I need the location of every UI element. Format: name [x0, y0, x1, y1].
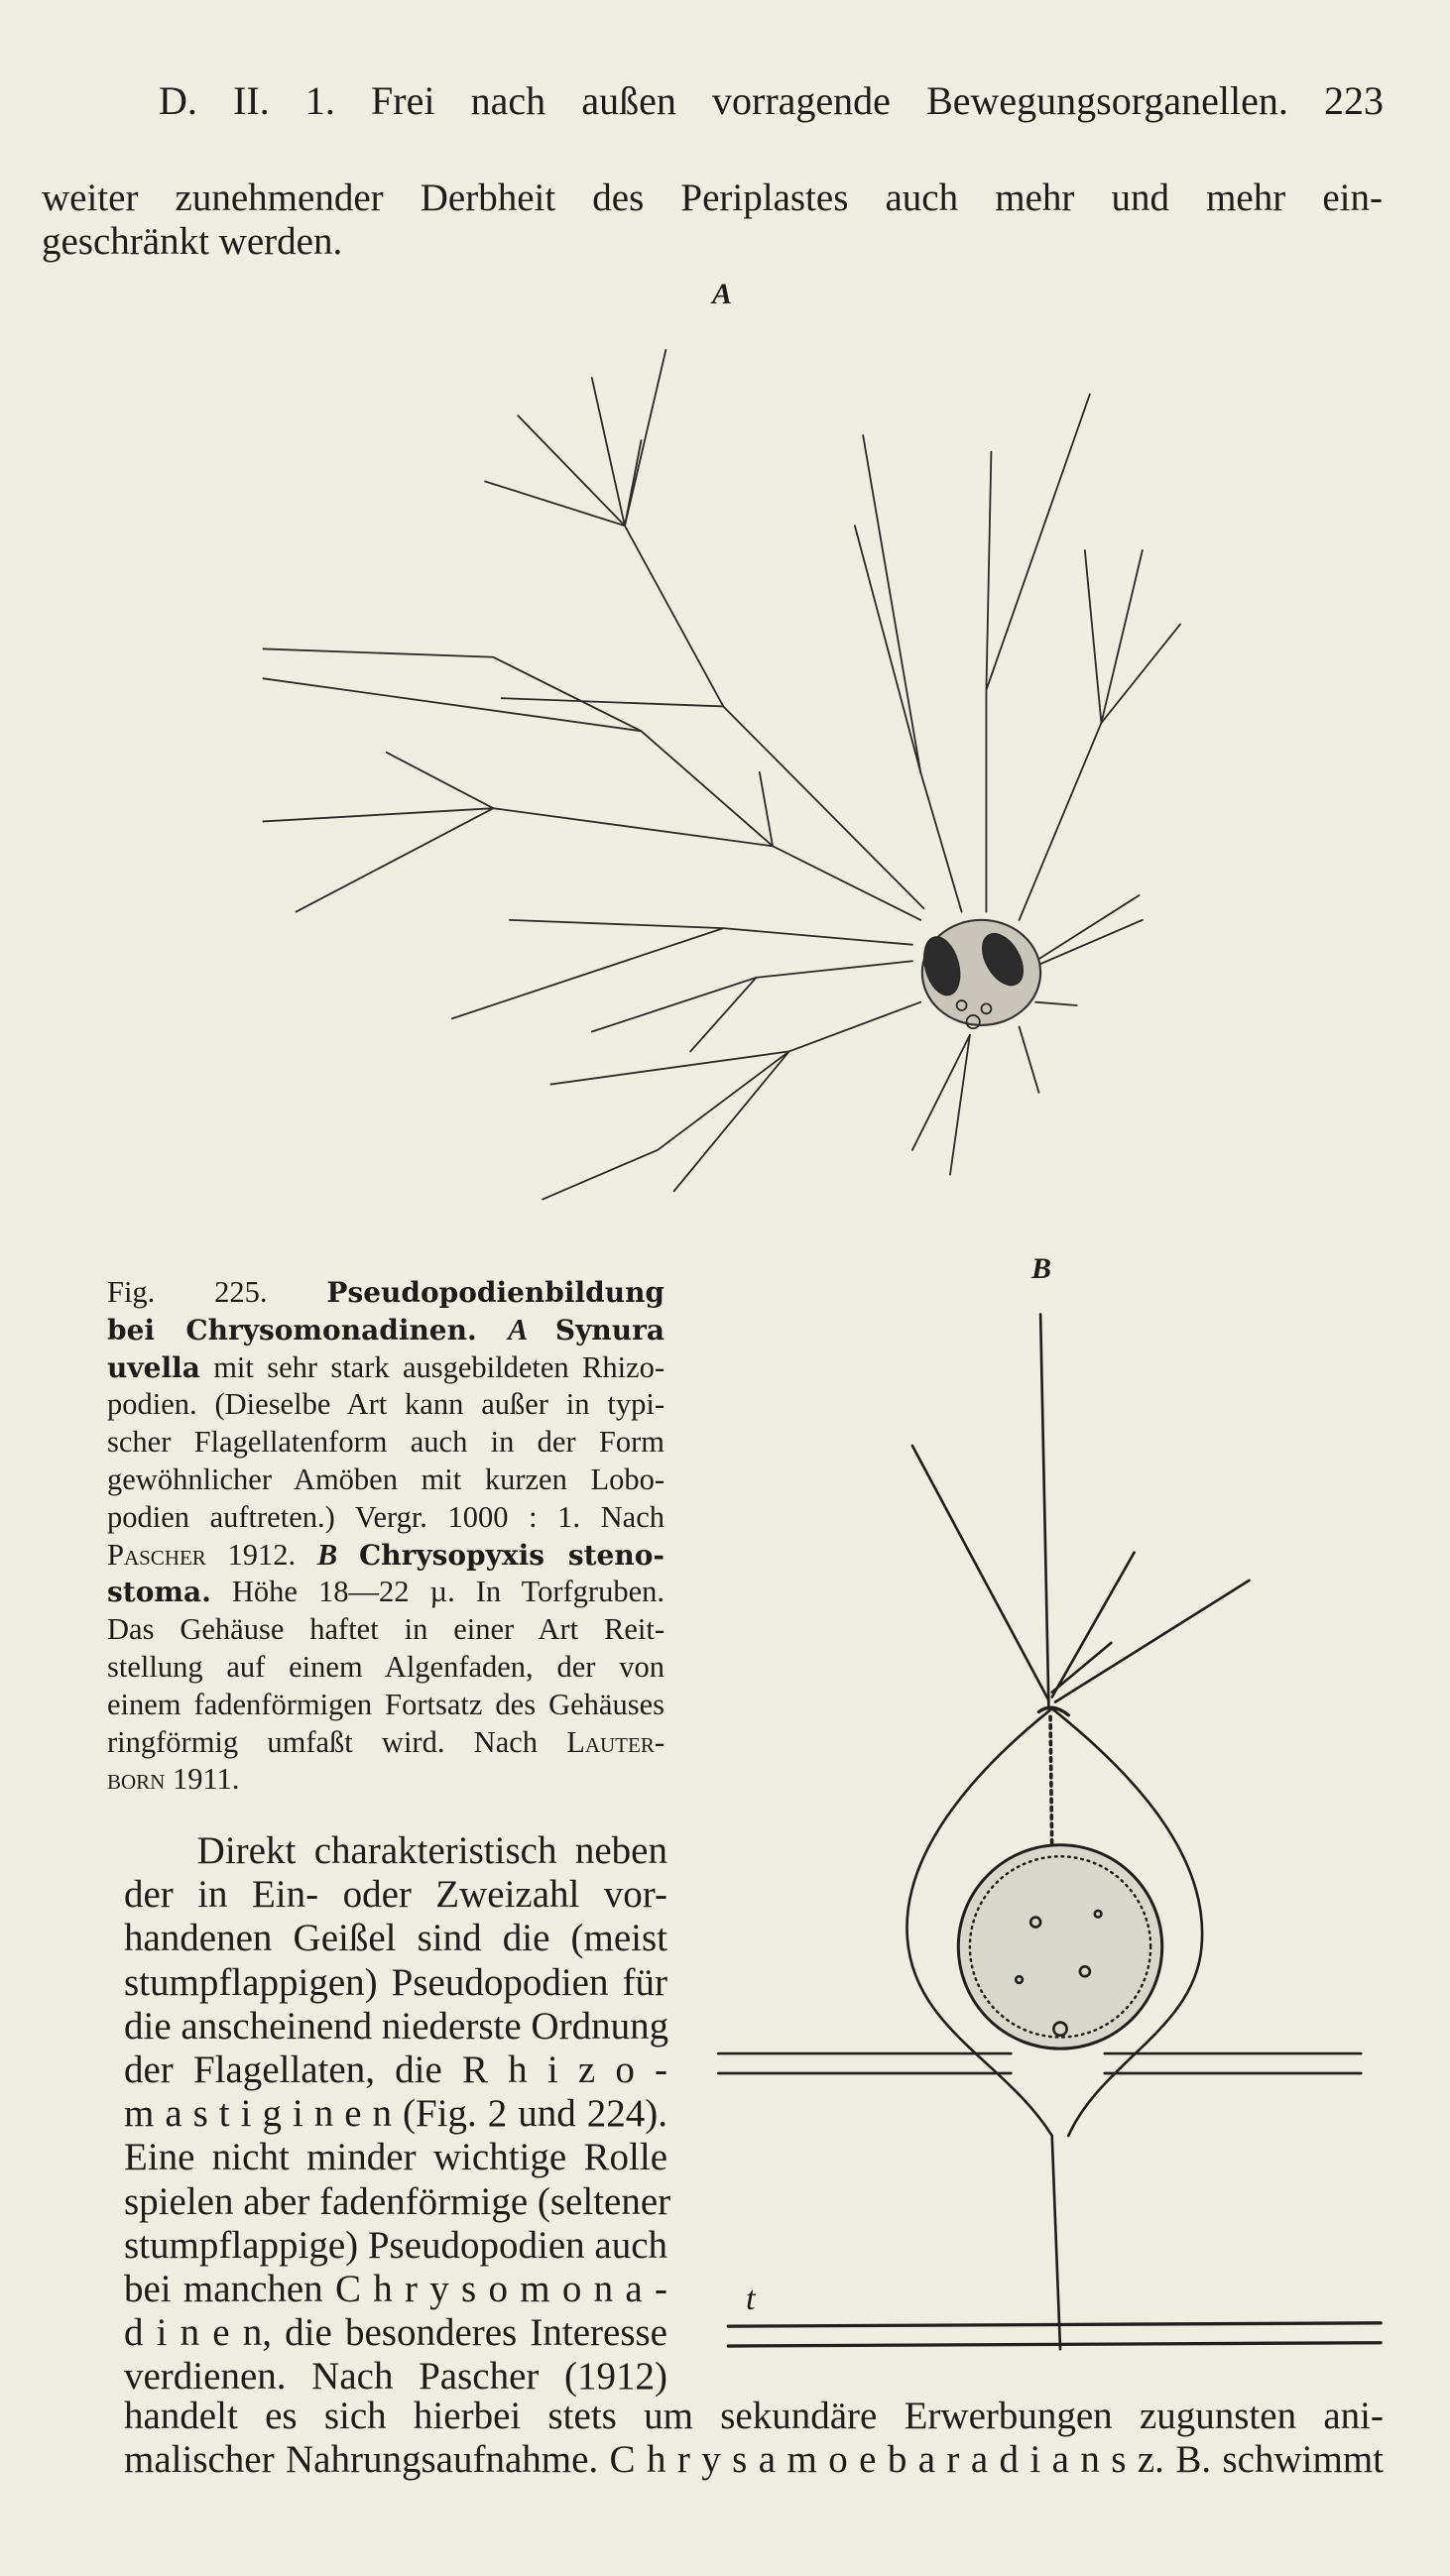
- fig-number: Fig. 225.: [107, 1275, 327, 1309]
- text-line: stumpflappige) Pseudopodien auch: [124, 2223, 668, 2267]
- species-name: Chrysopyxis steno-: [358, 1538, 665, 1572]
- caption-text: 1911.: [165, 1762, 240, 1797]
- caption-text: mit sehr stark ausgebildeten Rhizo-: [199, 1349, 665, 1384]
- caption-title: bei Chrysomonadinen.: [107, 1313, 509, 1347]
- species-name: Synura: [554, 1313, 665, 1347]
- author-name: Lauter-: [566, 1724, 665, 1759]
- figure-label-a: A: [712, 278, 733, 310]
- text-line: spielen aber fadenförmige (seltener: [124, 2179, 671, 2223]
- caption-text: ringförmig umfaßt wird. Nach: [107, 1724, 567, 1759]
- text-line: bei manchen C h r y s o m o n a -: [124, 2268, 667, 2311]
- text-line: handenen Geißel sind die (meist: [124, 1917, 667, 1960]
- figure-label-b: B: [1031, 1252, 1052, 1285]
- text-line: stumpflappigen) Pseudopodien für: [124, 1960, 667, 2004]
- caption-line: scher Flagellatenform auch in der Form: [107, 1425, 665, 1460]
- species-name: uvella: [107, 1350, 200, 1384]
- caption-line: gewöhnlicher Amöben mit kurzen Lobo-: [107, 1462, 665, 1496]
- text-line: Eine nicht minder wichtige Rolle: [124, 2136, 667, 2179]
- text-line: handelt es sich hierbei stets um sekundäre Erwerbungen zugunsten ani-: [124, 2395, 1384, 2437]
- flagellum: [1040, 1315, 1048, 1709]
- caption-label: A: [508, 1312, 555, 1347]
- text-line: verdienen. Nach Pascher (1912): [124, 2355, 667, 2399]
- body-column: [124, 1829, 671, 2400]
- text-line: Direkt charakteristisch neben: [124, 1829, 667, 1872]
- text-line: d i n e n, die besonderes Interesse: [124, 2311, 667, 2355]
- text-line: weiter zunehmender Derbheit des Periplastes auch mehr und mehr ein-: [42, 176, 1383, 219]
- author-name: Pascher: [107, 1537, 206, 1572]
- thread-label: t: [746, 2281, 756, 2317]
- text-line: der Flagellaten, die R h i z o -: [124, 2049, 667, 2092]
- caption-label: B: [316, 1537, 359, 1572]
- caption-text: Höhe 18—22 µ. In Torfgruben.: [210, 1575, 665, 1609]
- algal-thread: [718, 2053, 1361, 2073]
- caption-title: Pseudopodienbildung: [326, 1276, 665, 1309]
- text-line: geschränkt werden.: [42, 220, 343, 263]
- text-line: m a s t i g i n e n (Fig. 2 und 224).: [124, 2092, 667, 2136]
- page-number: 223: [1324, 78, 1385, 123]
- caption-line: Das Gehäuse haftet in einer Art Reit-: [107, 1612, 665, 1647]
- figure-a-synura-uvella: [263, 350, 1180, 1200]
- text-line: malischer Nahrungsaufnahme. C h r y s a m o e b a r a d i a n s z. B. schwimmt: [124, 2438, 1384, 2481]
- caption-line: einem fadenförmigen Fortsatz des Gehäuses: [107, 1687, 665, 1721]
- protoplast: [958, 1845, 1161, 2049]
- text-line: die anscheinend niederste Ordnung: [124, 2004, 669, 2048]
- caption-line: podien auftreten.) Vergr. 1000 : 1. Nach: [107, 1499, 665, 1534]
- author-name: born: [107, 1762, 166, 1797]
- running-title: D. II. 1. Frei nach außen vorragende Bewegungsorganellen.: [159, 78, 1288, 123]
- caption-line: stellung auf einem Algenfaden, der von: [107, 1649, 665, 1684]
- text-line: der in Ein- oder Zweizahl vor-: [124, 1873, 667, 1917]
- caption-text: 1912.: [205, 1537, 317, 1572]
- figure-caption: [107, 1274, 665, 1799]
- caption-line: podien. (Dieselbe Art kann außer in typi-: [107, 1387, 665, 1422]
- figure-b-chrysopyxis-stenostoma: [718, 1315, 1381, 2350]
- species-name: stoma.: [107, 1576, 211, 1609]
- bottom-paragraph: [124, 2395, 1384, 2482]
